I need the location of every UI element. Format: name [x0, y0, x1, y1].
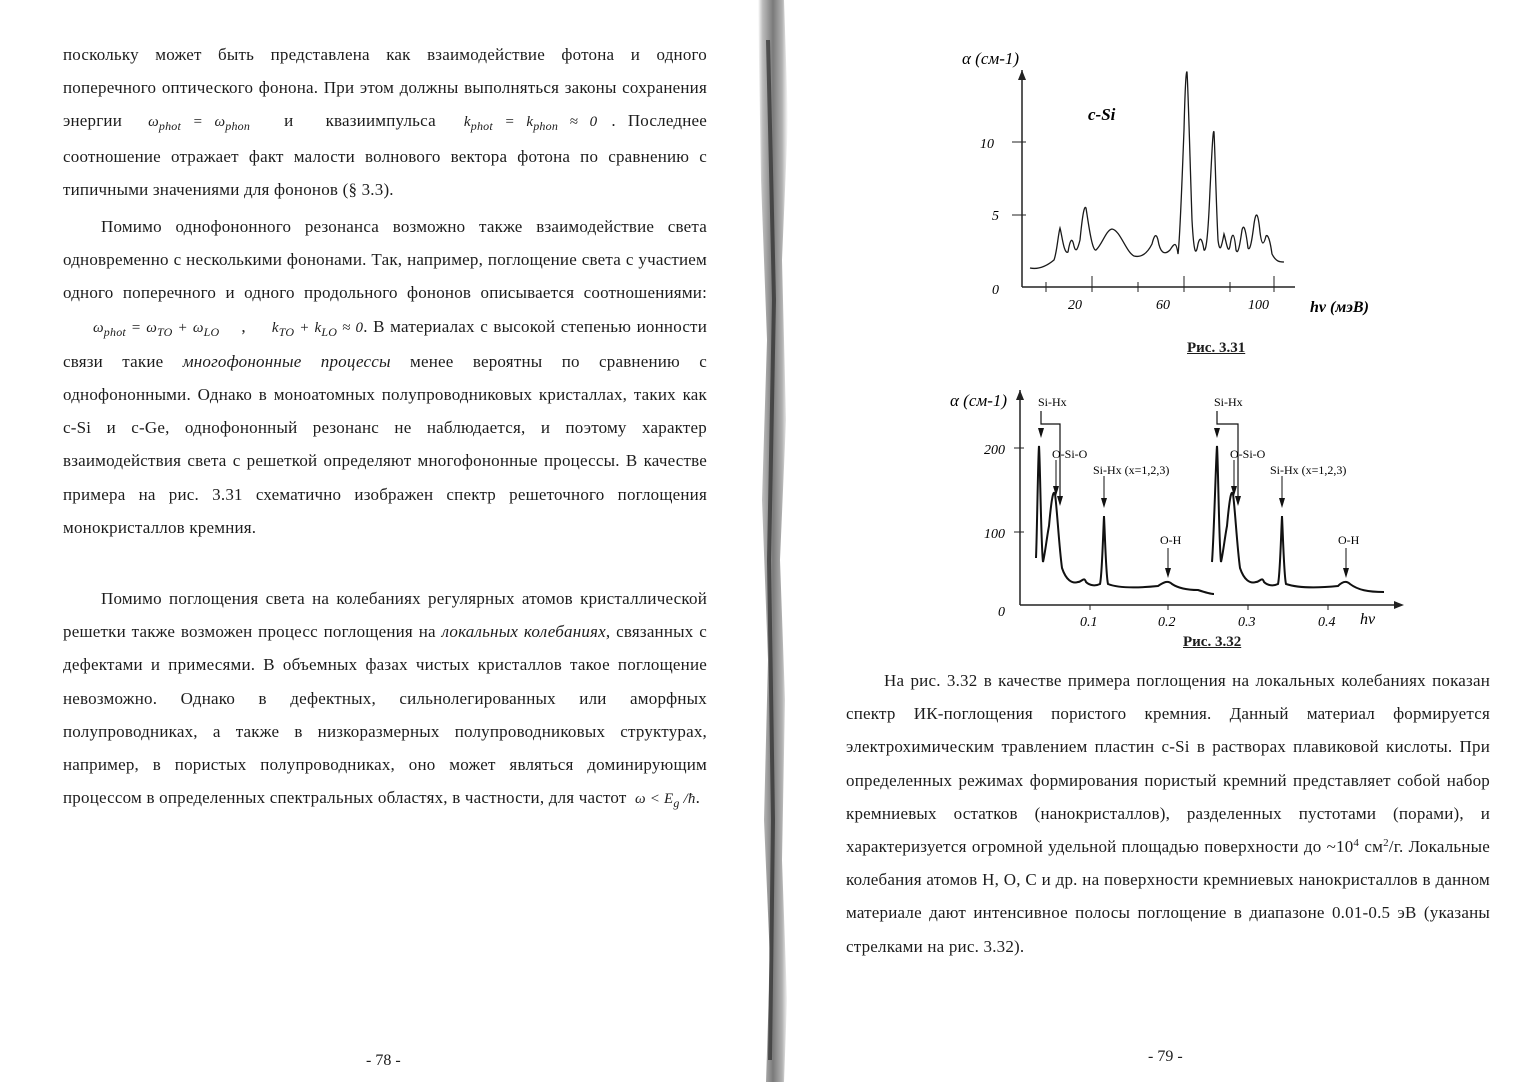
- text-segment: Помимо однофононного резонанса возможно также взаимодействие света одновременно с несколькими фононами. Так, например, поглощение света с участием одного поперечного и одного продольного фононов описывается соотношениями:: [63, 217, 707, 303]
- x-tick-label: 0.4: [1318, 615, 1336, 630]
- arrow-marker: [1235, 496, 1241, 506]
- x-axis-label: hν: [1360, 611, 1376, 628]
- arrow-marker: [1279, 498, 1285, 508]
- page-number: - 78 -: [366, 1052, 401, 1069]
- annotation-o-h: O-H: [1338, 533, 1360, 547]
- text-segment: .: [695, 788, 701, 808]
- arrow-marker: [1057, 496, 1063, 506]
- y-axis-arrow: [1016, 390, 1024, 400]
- phonon-energy-formula: $\omega_{phot} = \omega_{TO} + \omega_{LO}$: [93, 319, 220, 339]
- text-segment: см: [1364, 837, 1384, 857]
- emphasis-text: локальных колебаниях: [441, 622, 606, 642]
- annotation-o-h: O-H: [1160, 533, 1182, 547]
- x-axis-label: hν (мэВ): [1310, 299, 1369, 316]
- annotation-o-si-o: O-Si-O: [1230, 447, 1266, 461]
- text-segment: квазиимпульса: [325, 111, 436, 131]
- momentum-conservation-formula: $k_{phot} = k_{phon} \approx 0$: [463, 114, 598, 134]
- arrow-marker: [1101, 498, 1107, 508]
- y-tick-label: 0: [998, 605, 1005, 620]
- x-tick-label: 0.3: [1238, 615, 1256, 630]
- superscript: 4: [1353, 837, 1360, 850]
- book-spine-shadow: [752, 0, 800, 1082]
- arrow-marker: [1038, 428, 1044, 438]
- annotation-o-si-o: O-Si-O: [1052, 447, 1088, 461]
- y-tick-label: 0: [992, 283, 999, 298]
- left-paragraph-3: [63, 582, 707, 816]
- right-page: [800, 0, 1530, 1082]
- x-tick-label: 100: [1248, 298, 1269, 313]
- figure-caption-3-32: Рис. 3.32: [1183, 634, 1242, 650]
- text-segment: . Последнее соотношение отражает факт малости волнового вектора фотона по сравнению с типичными значениями для фононов (§ 3.3).: [63, 111, 708, 199]
- phonon-momentum-formula: $k_{TO} + k_{LO} \approx 0$: [271, 319, 364, 339]
- figure-3-32: [948, 376, 1418, 636]
- y-tick-label: 200: [984, 443, 1005, 458]
- emphasis-text: многофононные процессы: [182, 351, 391, 371]
- x-tick-label: 0.2: [1158, 615, 1176, 630]
- text-segment: и: [284, 111, 294, 131]
- frequency-condition-formula: $\omega < E_g$ /ħ: [634, 791, 696, 811]
- arrow-marker: [1343, 568, 1349, 578]
- text-segment: менее вероятны по сравнению с однофононными. Однако в моноатомных полупроводниковых кристаллах, таких как c-Si и c-Ge, однофононный резонанс не наблюдается, и поэтому характер взаимодействия света с решеткой определяют многофононные процессы. В качестве примера на рис. 3.31 схематично изображен спектр решеточного поглощения монокристаллов кремния.: [63, 351, 708, 537]
- text-segment: , связанных с дефектами и примесями. В объемных фазах чистых кристаллов такое поглощение невозможно. Однако в дефектных, сильнолегированных или аморфных полупроводниках, а также в низкоразмерных полупроводниковых структурах, например, в пористых полупроводниках, оно может являться доминирующим процессом в определенных спектральных областях, в частности, для частот: [63, 622, 707, 808]
- y-axis-label: α (см-1): [962, 49, 1020, 68]
- left-paragraph-1: [63, 38, 707, 206]
- spectrum-curve-c-si: [1030, 72, 1284, 269]
- figure-3-31: [950, 40, 1390, 320]
- x-tick-label: 60: [1156, 298, 1170, 313]
- text-segment: ,: [241, 316, 246, 336]
- left-paragraph-2: [63, 210, 707, 544]
- energy-conservation-formula: $\omega_{phot} = \omega_{phon}$: [148, 114, 251, 134]
- arrow-marker: [1214, 428, 1220, 438]
- figure-caption-3-31: Рис. 3.31: [1187, 340, 1246, 356]
- superscript: 2: [1383, 837, 1389, 850]
- y-tick-label: 5: [992, 209, 999, 224]
- annotation-si-hx: Si-Hx: [1038, 395, 1067, 409]
- y-tick-label: 100: [984, 527, 1005, 542]
- y-tick-label: 10: [980, 137, 994, 152]
- arrow-marker: [1165, 568, 1171, 578]
- text-segment: . В материалах с высокой степенью ионности связи такие: [63, 316, 707, 371]
- text-segment: На рис. 3.32 в качестве примера поглощения на локальных колебаниях показан спектр ИК-поглощения пористого кремния. Данный материал формируется электрохимическим травлением пластин c-Si в растворах плавиковой кислоты. При определенных режимах формирования пористый кремний представляет собой набор кремниевых остатков (нанокристаллов), разделенных пустотами (порами), и характеризуется огромной удельной площадью поверхности до ~10: [846, 671, 1490, 857]
- x-tick-label: 0.1: [1080, 615, 1098, 630]
- x-tick-label: 20: [1068, 298, 1082, 313]
- right-paragraph-1: [846, 664, 1490, 963]
- annotation-si-hx-x123: Si-Hx (x=1,2,3): [1093, 463, 1170, 477]
- text-segment: Помимо поглощения света на колебаниях регулярных атомов кристаллической решетки также возможен процесс поглощения на: [63, 589, 707, 642]
- text-segment: поскольку может быть представлена как взаимодействие фотона и одного поперечного оптического фонона. При этом должны выполняться законы сохранения энергии: [63, 45, 707, 131]
- series-label: c-Si: [1088, 105, 1116, 124]
- x-axis-arrow: [1394, 601, 1404, 609]
- annotation-si-hx: Si-Hx: [1214, 395, 1243, 409]
- annotation-si-hx-x123: Si-Hx (x=1,2,3): [1270, 463, 1347, 477]
- y-axis-arrow: [1018, 70, 1026, 80]
- page-number: - 79 -: [1148, 1048, 1183, 1065]
- text-segment: /г. Локальные колебания атомов H, O, C и др. на поверхности кремниевых нанокристаллов в данном материале дают интенсивное полосы поглощение в диапазоне 0.01-0.5 эВ (указаны стрелками на рис. 3.32).: [846, 837, 1491, 956]
- left-page: [0, 0, 760, 1082]
- y-axis-label: α (см-1): [950, 391, 1008, 410]
